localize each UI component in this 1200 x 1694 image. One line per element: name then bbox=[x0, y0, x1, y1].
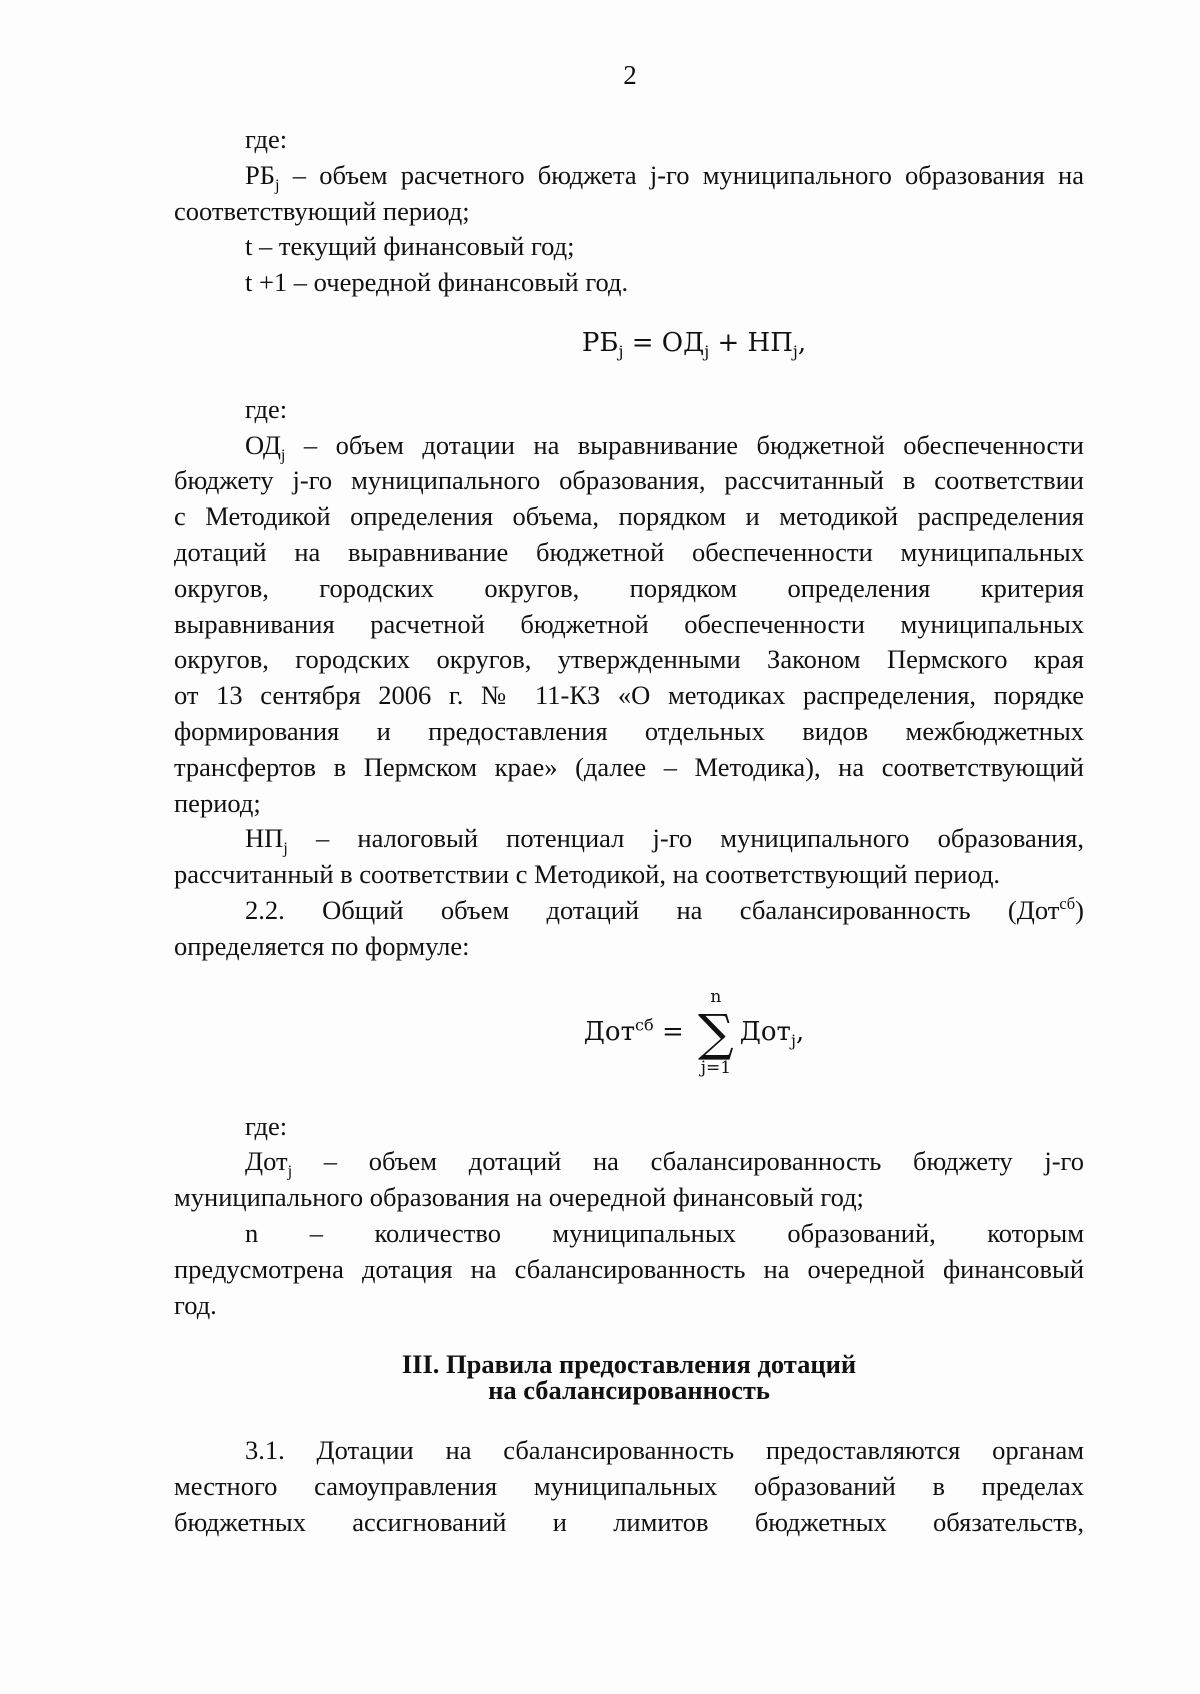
np-definition-line: рассчитанный в соответствии с Методикой, на соответствующий период. bbox=[174, 859, 1001, 890]
formula-dot-term-sub: j bbox=[790, 1030, 796, 1050]
n-definition-line: предусмотрена дотация на сбалансированность на очередной финансовый bbox=[174, 1253, 1084, 1284]
page-number: 2 bbox=[623, 60, 637, 90]
where-text: где: bbox=[245, 124, 288, 154]
paragraph-3-1-line: 3.1. Дотации на сбалансированность предоставляются органам bbox=[245, 1435, 1084, 1466]
sum-lower-limit: j=1 bbox=[700, 1057, 732, 1078]
rb-text: – объем расчетного бюджета j-го муниципального образования на соответствующий период; bbox=[174, 159, 1084, 226]
n-definition-line: год. bbox=[174, 1289, 217, 1320]
where-label-2 bbox=[174, 392, 1084, 428]
formula-rb-od-sub: j bbox=[704, 342, 710, 362]
od-text: – объем дотации на выравнивание бюджетной обеспеченности bbox=[285, 429, 1084, 460]
od-definition-line: с Методикой определения объема, порядком и методикой распределения bbox=[174, 501, 1084, 532]
dot-symbol: Дот bbox=[245, 1146, 288, 1177]
formula-rb-lhs: РБ bbox=[581, 327, 619, 358]
p22-close-paren: ) bbox=[1075, 894, 1084, 925]
rb-subscript: j bbox=[274, 175, 280, 195]
formula-rb-plus: + bbox=[709, 327, 748, 358]
paragraph-2-2-line bbox=[174, 893, 1084, 929]
section-heading bbox=[174, 1349, 1084, 1406]
t-definition: t – текущий финансовый год; bbox=[245, 231, 575, 262]
formula-dot-lhs-text: Дот bbox=[583, 1016, 635, 1047]
od-definition-line bbox=[174, 428, 1084, 464]
formula-dot-comma: , bbox=[795, 1016, 805, 1047]
formula-rb-np: НП bbox=[747, 327, 793, 358]
paragraph-2-2-line: определяется по формуле: bbox=[174, 930, 470, 961]
formula-dot-term-text: Дот bbox=[739, 1016, 791, 1047]
od-definition-line: трансфертов в Пермском крае» (далее – Методика), на соответствующий bbox=[174, 751, 1084, 782]
od-definition-line: округов, городских округов, порядком определения критерия bbox=[174, 572, 1084, 603]
formula-rb-lhs-sub: j bbox=[618, 342, 624, 362]
dot-definition-line: муниципального образования на очередной финансовый год; bbox=[174, 1182, 864, 1213]
np-subscript: j bbox=[283, 838, 288, 858]
od-symbol: ОД bbox=[245, 429, 281, 460]
rb-definition bbox=[174, 158, 1084, 230]
n-definition-line: n – количество муниципальных образований, которым bbox=[245, 1217, 1084, 1248]
formula-rb-eq: = bbox=[623, 327, 662, 358]
rb-symbol: РБ bbox=[245, 159, 275, 190]
formula-dot-eq: = bbox=[653, 1016, 693, 1047]
np-symbol: НП bbox=[245, 823, 284, 854]
section-heading-line-1: III. Правила предоставления дотаций bbox=[401, 1349, 857, 1380]
p22-text: 2.2. Общий объем дотаций на сбалансированность (Дот bbox=[245, 894, 1060, 925]
np-definition-line bbox=[174, 821, 1084, 857]
od-definition-line: округов, городских округов, утвержденными Законом Пермского края bbox=[174, 644, 1084, 675]
od-subscript: j bbox=[280, 444, 286, 464]
dot-text: – объем дотаций на сбалансированность бюджету j-го bbox=[292, 1146, 1084, 1177]
where-text: где: bbox=[245, 1110, 288, 1141]
dot-subscript: j bbox=[287, 1161, 293, 1181]
formula-rb-np-sub: j bbox=[792, 342, 798, 362]
section-heading-line-2: на сбалансированность bbox=[488, 1375, 770, 1406]
od-definition-line: от 13 сентября 2006 г. № 11-КЗ «О методиках распределения, порядке bbox=[174, 680, 1084, 711]
sum-upper-limit: n bbox=[710, 986, 722, 1007]
summation bbox=[698, 986, 734, 1078]
where-label-1 bbox=[174, 122, 1084, 158]
formula-dot-lhs bbox=[584, 1015, 654, 1051]
paragraph-3-1-line: бюджетных ассигнований и лимитов бюджетных обязательств, bbox=[174, 1506, 1084, 1537]
od-definition-line: выравнивания расчетной бюджетной обеспеченности муниципальных bbox=[174, 608, 1084, 639]
formula-dot-term bbox=[740, 1015, 804, 1051]
t1-definition: t +1 – очередной финансовый год. bbox=[245, 267, 629, 298]
od-definition-line: дотаций на выравнивание бюджетной обеспеченности муниципальных bbox=[174, 536, 1084, 567]
sum-sign-icon: ∑ bbox=[698, 1003, 734, 1062]
paragraph-3-1-line: местного самоуправления муниципальных образований в пределах bbox=[174, 1471, 1084, 1502]
p22-superscript: сб bbox=[1059, 894, 1076, 914]
formula-rb-od: ОД bbox=[661, 327, 705, 358]
dot-definition-line bbox=[174, 1144, 1084, 1180]
od-definition-line: период; bbox=[174, 787, 261, 818]
formula-rb bbox=[174, 326, 1084, 362]
document-body bbox=[174, 122, 1084, 1541]
formula-rb-comma: , bbox=[797, 327, 807, 358]
where-text: где: bbox=[245, 393, 288, 424]
formula-dot-lhs-sup: сб bbox=[634, 1014, 654, 1034]
od-definition-line: формирования и предоставления отдельных видов межбюджетных bbox=[174, 715, 1084, 746]
formula-dot-sum bbox=[174, 981, 1084, 1085]
np-text: – налоговый потенциал j-го муниципального образования, bbox=[287, 823, 1084, 854]
od-definition-line: бюджету j-го муниципального образования, рассчитанный в соответствии bbox=[174, 465, 1084, 496]
where-label-3 bbox=[174, 1109, 1084, 1145]
